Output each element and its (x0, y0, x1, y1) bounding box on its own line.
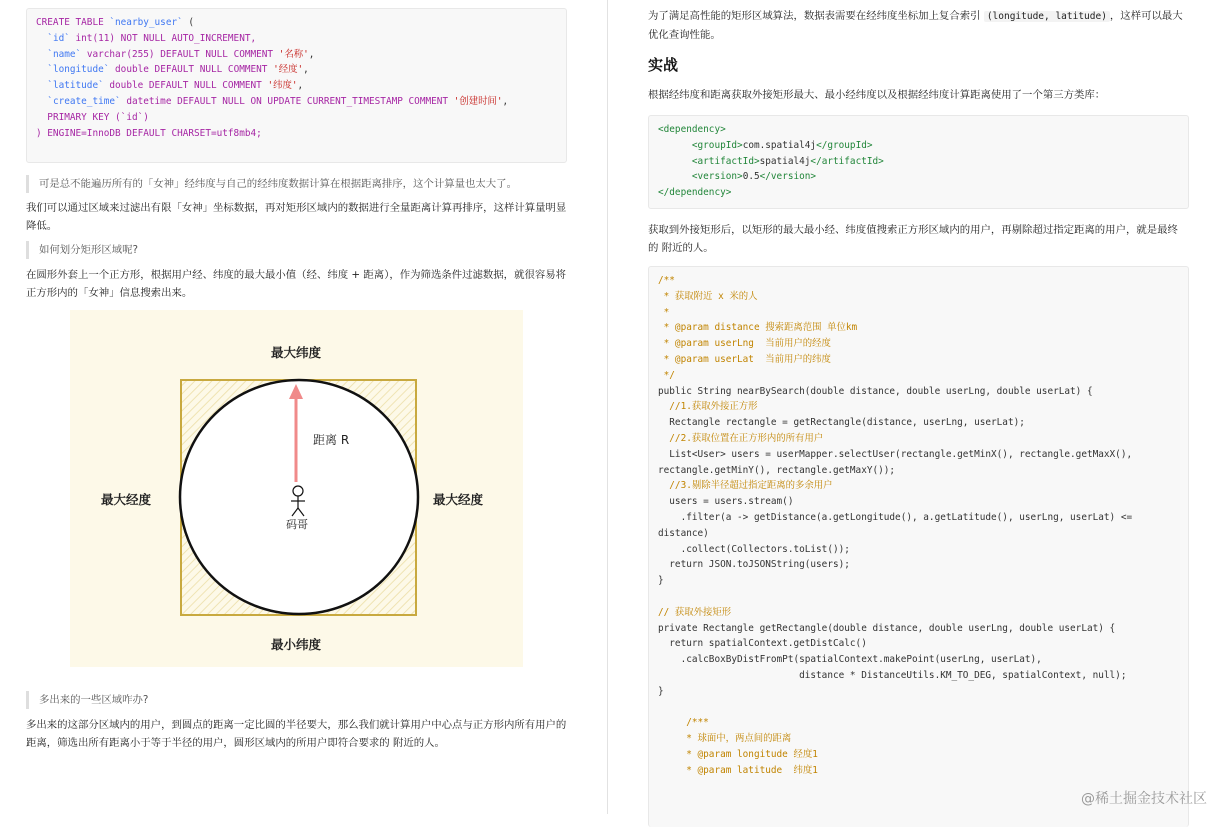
code-token: public String nearBySearch(double distance, double userLng, double userLat) { (658, 385, 1093, 397)
code-token: /** (658, 275, 675, 286)
code-token: //2.获取位置在正方形内的所有用户 (658, 432, 824, 444)
code-token: .collect(Collectors.toList()); (658, 543, 850, 555)
code-token: distance) (658, 527, 709, 539)
code-token: '纬度' (267, 80, 298, 92)
circle-square-diagram (70, 310, 523, 667)
code-token: * @param userLat 当前用户的纬度 (658, 353, 831, 365)
search-circle (180, 380, 418, 614)
code-token: PRIMARY KEY (`id`) (47, 111, 149, 123)
code-token: '经度' (273, 64, 304, 76)
code-token: List<User> users = userMapper.selectUser(rectangle.getMinX(), rectangle.getMaxX(), (658, 448, 1133, 460)
java-code-block (648, 266, 1189, 827)
code-token: <artifactId> (691, 155, 760, 167)
code-token: int(11) NOT NULL AUTO_INCREMENT, (69, 32, 257, 44)
paragraph-filter-by-area: 我们可以通过区域来过滤出有限「女神」坐标数据，再对矩形区域内的数据进行全量距离计算再排序，这样计算量明显降低。 (26, 202, 567, 232)
code-token: * @param userLng 当前用户的经度 (658, 338, 831, 350)
code-token: double DEFAULT NULL COMMENT (103, 80, 268, 92)
code-token: */ (658, 369, 675, 381)
paragraph-third-party-lib: 根据经纬度和距离获取外接矩形最大、最小经纬度以及根据经纬度计算距离使用了一个第三方类库： (648, 89, 1106, 101)
code-token: `longitude` (47, 64, 110, 76)
code-token: rectangle.getMinY(), rectangle.getMaxY()); (658, 464, 896, 476)
quote-too-much-calculation: 可是总不能遍历所有的「女神」经纬度与自己的经纬度数据计算在根据距离排序，这个计算量也太大了。 (26, 175, 559, 193)
label-min-latitude: 最小纬度 (271, 637, 322, 652)
label-radius: 距离 R (313, 433, 350, 447)
xml-code-block (648, 115, 1189, 209)
section-heading: 实战 (648, 56, 679, 74)
quote-how-to-divide: 如何划分矩形区域呢? (26, 241, 559, 259)
code-token: users = users.stream() (658, 496, 794, 508)
code-token: return spatialContext.getDistCalc() (658, 638, 867, 650)
code-token: .filter(a -> getDistance(a.getLongitude(), a.getLatitude(), userLng, userLat) <= (658, 511, 1133, 523)
code-token: } (658, 685, 664, 697)
code-token: /*** (658, 717, 709, 729)
paragraph-composite-index (648, 7, 1188, 44)
code-token: `nearby_user` (109, 17, 183, 28)
code-token: .calcBoxByDistFromPt(spatialContext.makePoint(userLng, userLat), (658, 654, 1042, 666)
code-token: private Rectangle getRectangle(double distance, double userLng, double userLat) { (658, 622, 1116, 634)
code-token: CREATE TABLE (36, 17, 110, 28)
code-token: //3.剔除半径超过指定距离的多余用户 (658, 480, 833, 492)
code-token: </dependency> (658, 187, 732, 199)
code-token: </groupId> (816, 139, 873, 151)
code-token: ) ENGINE=InnoDB DEFAULT CHARSET=utf8mb4; (36, 127, 262, 139)
code-token: Rectangle rectangle = getRectangle(distance, userLng, userLat); (658, 417, 1025, 429)
code-token: * @param latitude 纬度1 (658, 764, 818, 776)
diagram-svg (70, 310, 523, 667)
inline-code: (longitude, latitude) (984, 11, 1110, 22)
code-token: '名称' (278, 48, 309, 60)
paragraph-rectangle-search: 获取到外接矩形后，以矩形的最大最小经、纬度值搜索正方形区域内的用户，再剔除超过指定距离的用户，就是最终的 附近的人。 (648, 224, 1178, 254)
column-divider (607, 0, 608, 814)
label-person: 码哥 (286, 518, 308, 531)
code-token: 0.5 (742, 171, 760, 183)
code-token: <version> (691, 171, 743, 183)
code-token: distance * DistanceUtils.KM_TO_DEG, spatialContext, null); (658, 669, 1127, 681)
code-token: * @param longitude 经度1 (658, 748, 818, 760)
code-token: `latitude` (47, 80, 104, 92)
sql-code-block: CREATE TABLE `nearby_user` ( `id` int(11) NOT NULL AUTO_INCREMENT, `name` varchar(255) DEFAULT NULL COMMENT '名称', `longitude` double DEFAULT NULL COMMENT '经度', `latitude` double DEFAULT NULL COMMENT '纬度', `create_time` datetime DEFAULT NULL ON UPDATE CURRENT_TIMESTAMP COMMENT '创建时间', PRIMARY KEY (`id`) ) ENGINE=InnoDB DEFAULT CHARSET=utf8mb4; (26, 8, 567, 163)
code-token: `create_time` (47, 95, 121, 107)
code-token: <dependency> (658, 124, 726, 135)
label-max-longitude-left: 最大经度 (101, 492, 152, 507)
code-token: </version> (759, 171, 817, 183)
code-token: spatial4j (759, 155, 811, 167)
label-max-latitude: 最大纬度 (271, 345, 322, 360)
code-token: <groupId> (691, 139, 743, 151)
paragraph-extra-area-users: 多出来的这部分区域内的用户，到圆点的距离一定比圆的半径要大，那么我们就计算用户中心点与正方形内所有用户的距离，筛选出所有距离小于等于半径的用户，圆形区域内的所用户即符合要求的 附近的人。 (26, 719, 567, 749)
paragraph-text: 为了满足高性能的矩形区域算法，数据表需要在经纬度坐标加上复合索引 (648, 10, 981, 22)
paragraph-text: ，这样可以最大优化查询性能。 (648, 10, 1183, 41)
code-token: datetime DEFAULT NULL ON UPDATE CURRENT_TIMESTAMP COMMENT (120, 95, 454, 107)
code-token: ( (182, 17, 195, 28)
code-token: varchar(255) DEFAULT NULL COMMENT (81, 48, 279, 60)
code-token: // 获取外接矩形 (658, 606, 732, 618)
code-token: } (658, 575, 664, 587)
quote-extra-areas: 多出来的一些区域咋办? (26, 691, 559, 709)
code-token: //1.获取外接正方形 (658, 401, 758, 413)
code-token: '创建时间' (453, 95, 503, 107)
code-token: </artifactId> (810, 155, 884, 167)
code-token: double DEFAULT NULL COMMENT (109, 64, 274, 76)
paragraph-square-outside-circle: 在圆形外套上一个正方形，根据用户经、纬度的最大最小值（经、纬度 + 距离），作为筛选条件过滤数据，就很容易将正方形内的「女神」信息搜索出来。 (26, 269, 567, 299)
code-token: * 球面中，两点间的距离 (658, 733, 792, 745)
code-token: * 获取附近 x 米的人 (658, 290, 758, 302)
code-token: com.spatial4j (742, 139, 817, 151)
code-token: `name` (47, 48, 82, 60)
code-token: `id` (47, 32, 70, 44)
label-max-longitude-right: 最大经度 (433, 492, 484, 507)
code-token: return JSON.toJSONString(users); (658, 559, 850, 571)
watermark: @稀土掘金技术社区 (1081, 791, 1207, 807)
code-token: * @param distance 搜索距离范围 单位km (658, 322, 858, 334)
code-token: * (658, 306, 670, 318)
